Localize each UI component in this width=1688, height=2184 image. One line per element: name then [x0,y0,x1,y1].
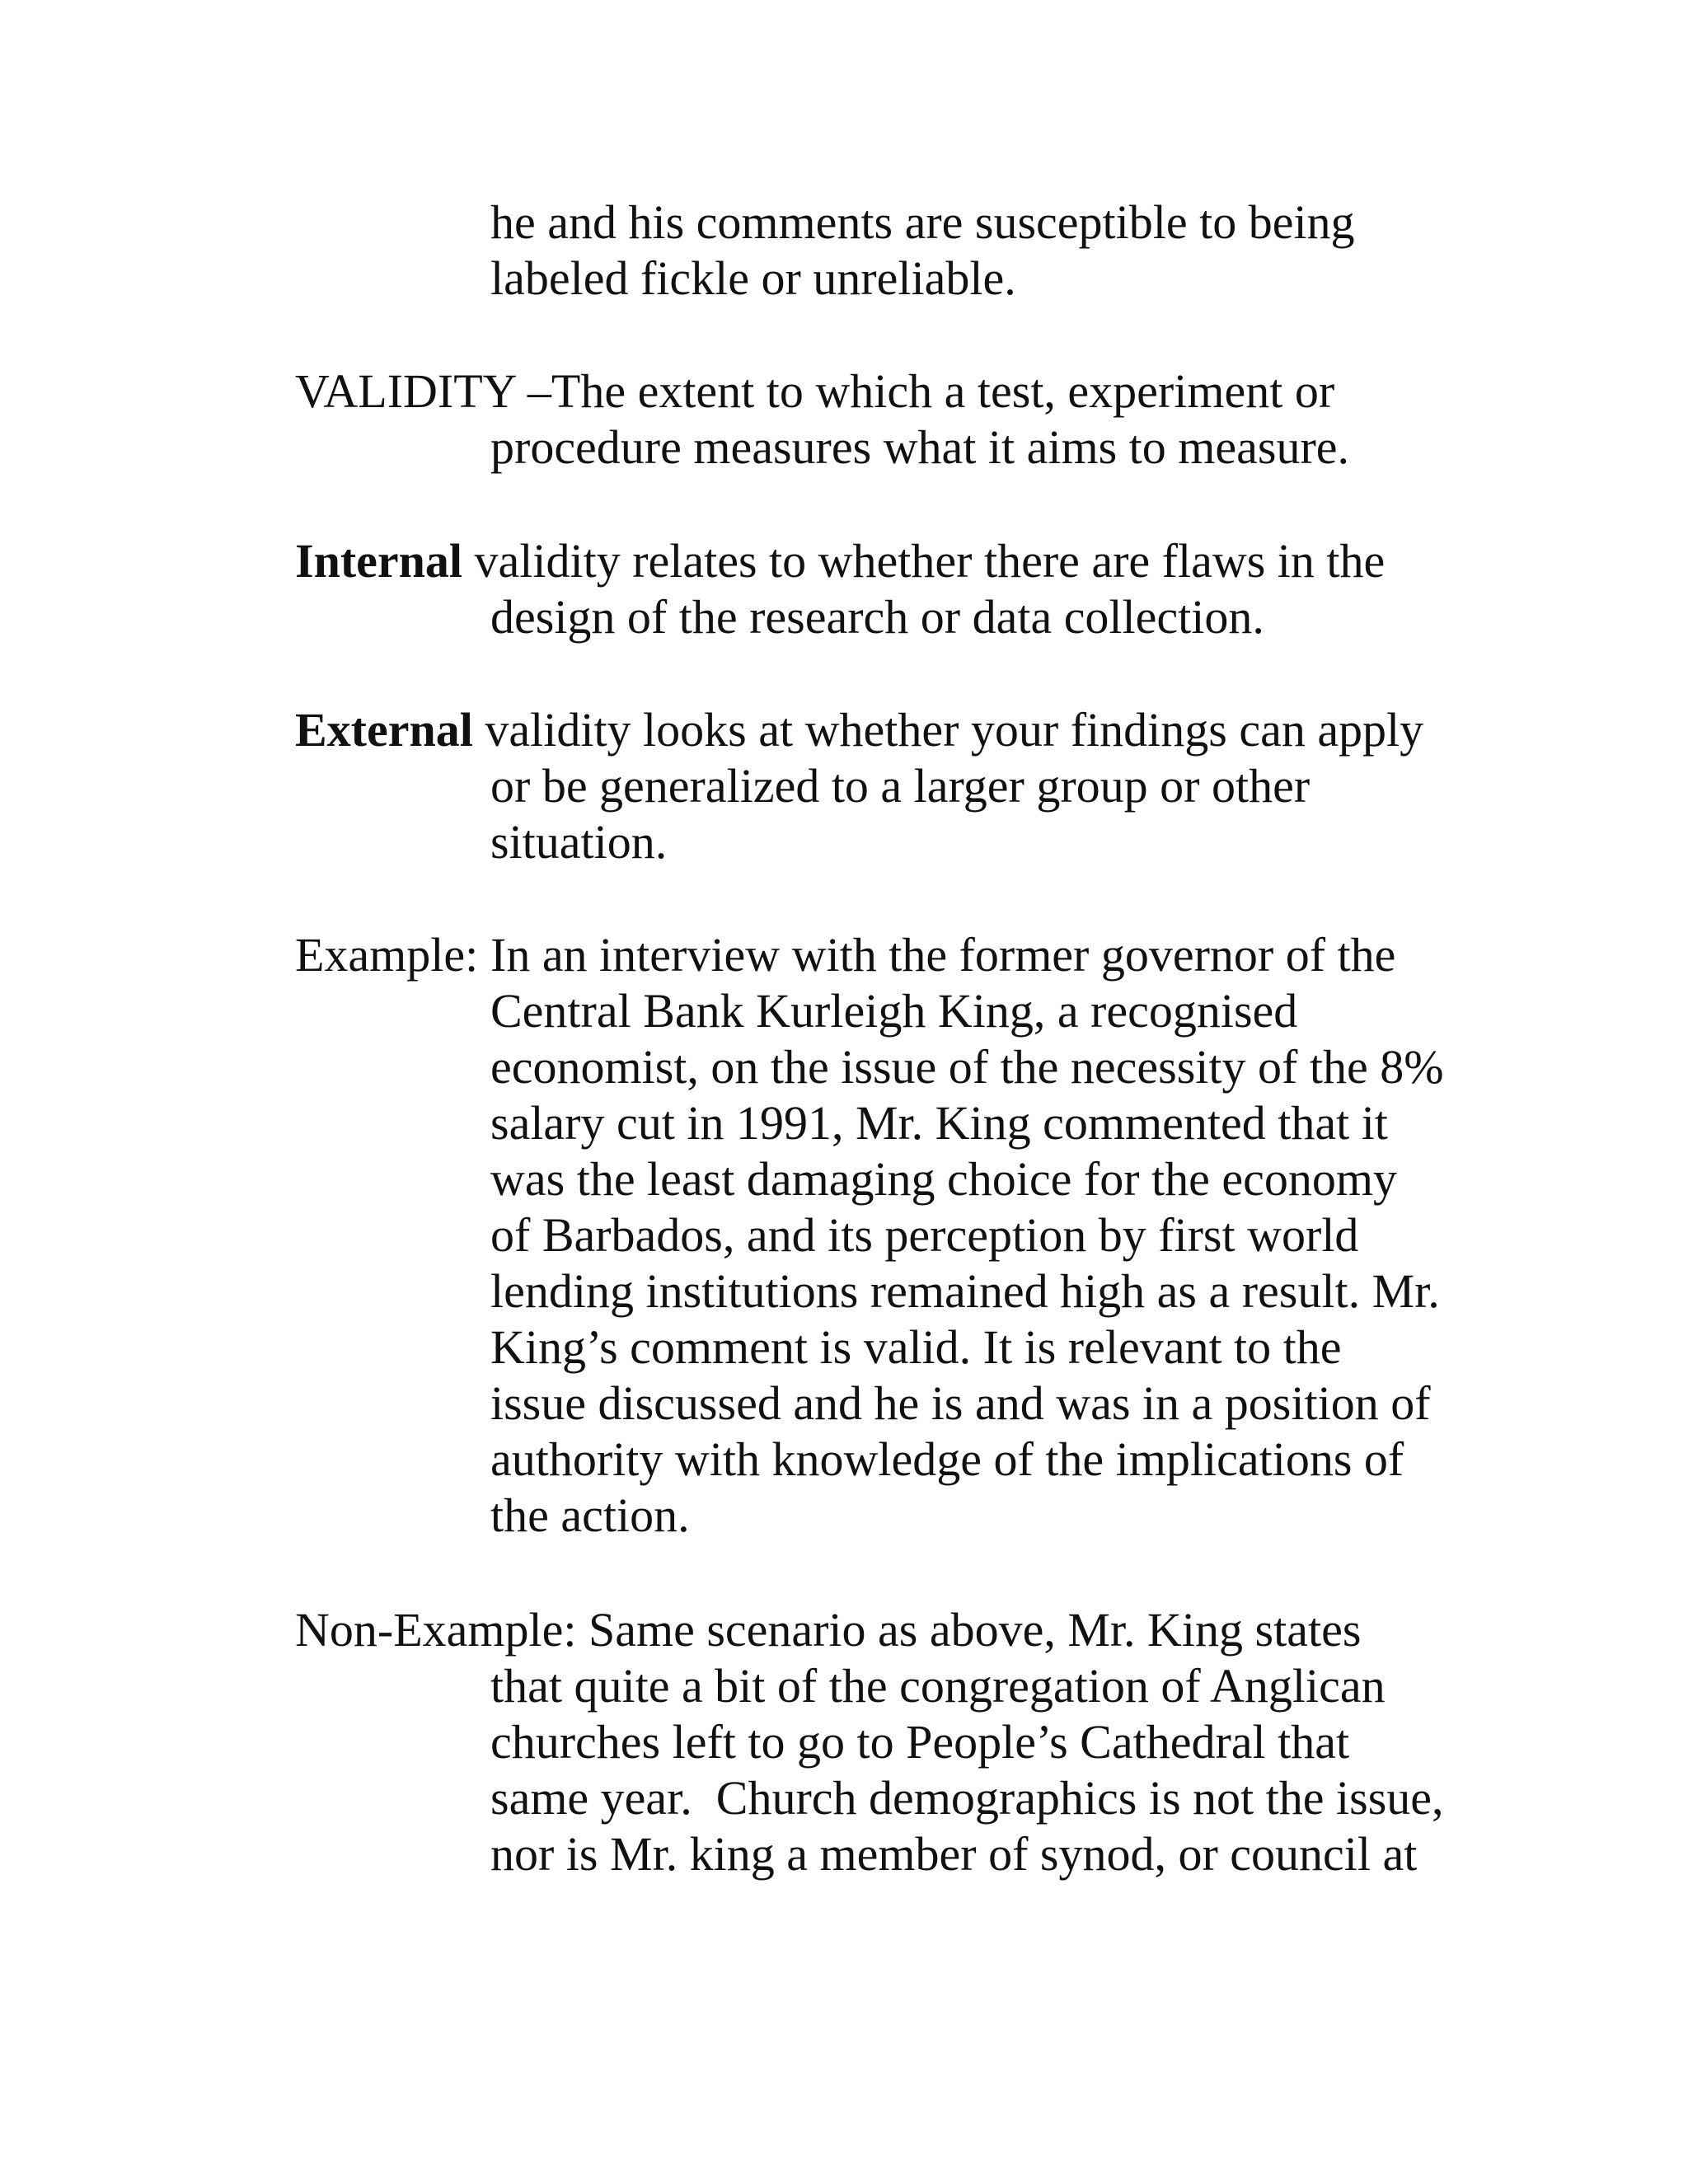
validity-definition-first-line: VALIDITY –The extent to which a test, experiment or [295,364,1335,418]
internal-validity-first-line [295,533,1385,589]
external-validity-line-2: or be generalized to a larger group or other [490,759,1311,813]
external-term: External [295,703,473,757]
example-line-11: the action. [490,1488,690,1542]
example-first-line: In an interview with the former governor of the [490,928,1396,982]
example-line-10: authority with knowledge of the implications of [490,1432,1404,1486]
example-label: Example: [295,928,479,982]
non-example-line-3: churches left to go to People’s Cathedral that [490,1715,1350,1769]
non-example-line-5: nor is Mr. king a member of synod, or council at [490,1827,1418,1881]
validity-definition-line-2: procedure measures what it aims to measure. [490,420,1350,474]
example-line-3: economist, on the issue of the necessity of the 8% [490,1040,1444,1094]
example-line-8: King’s comment is valid. It is relevant to the [490,1320,1342,1374]
internal-term: Internal [295,534,462,588]
example-line-2: Central Bank Kurleigh King, a recognised [490,984,1298,1038]
non-example-line-2: that quite a bit of the congregation of Anglican [490,1659,1386,1713]
external-validity-line-3: situation. [490,815,668,869]
example-line-5: was the least damaging choice for the economy [490,1152,1397,1206]
non-example-line-4: same year. Church demographics is not the issue, [490,1771,1444,1825]
external-validity-first-line [295,702,1423,758]
example-line-7: lending institutions remained high as a result. Mr. [490,1264,1440,1318]
internal-text: validity relates to whether there are flaws in the [462,534,1386,588]
example-line-9: issue discussed and he is and was in a position of [490,1376,1431,1430]
non-example-first-line: Non-Example: Same scenario as above, Mr. King states [295,1603,1362,1657]
example-line-6: of Barbados, and its perception by first world [490,1208,1359,1262]
external-text: validity looks at whether your findings can apply [472,703,1424,757]
example-line-4: salary cut in 1991, Mr. King commented that it [490,1096,1388,1150]
internal-validity-line-2: design of the research or data collection. [490,590,1264,644]
continuation-line-2: labeled fickle or unreliable. [490,251,1016,305]
continuation-line-1: he and his comments are susceptible to being [490,195,1355,249]
